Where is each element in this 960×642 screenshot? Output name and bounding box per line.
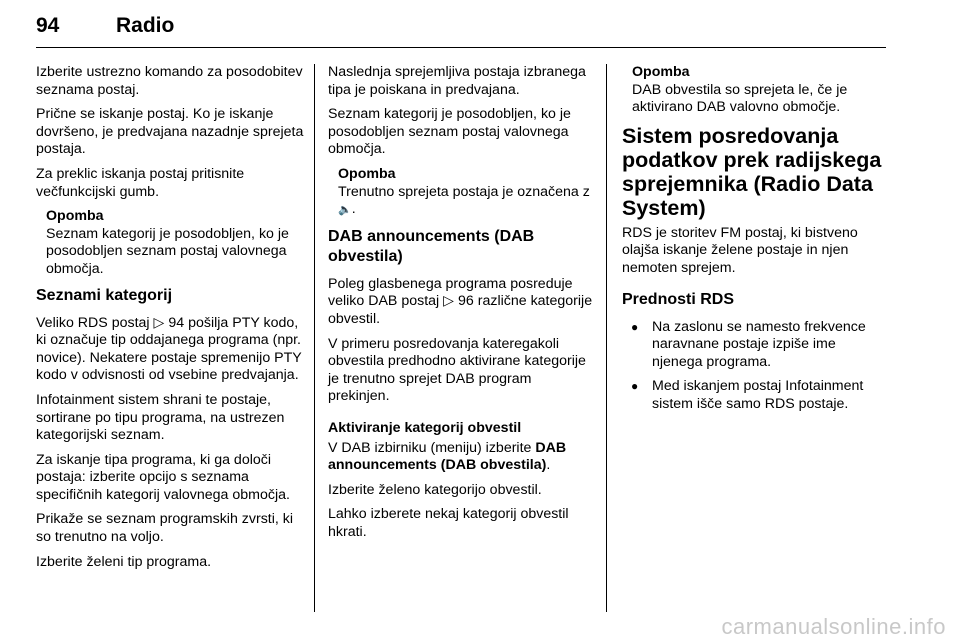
note-text: Trenutno sprejeta postaja je označena z 🔈.: [338, 183, 590, 218]
note-title: Opomba: [46, 208, 104, 225]
paragraph: V DAB izbirniku (meniju) izberite DAB announcements (DAB obvestila).: [328, 439, 567, 474]
paragraph: Prične se iskanje postaj. Ko je iskanje dovršeno, je predvajana nazadnje sprejeta postaja.: [36, 106, 304, 158]
menu-option-label: DAB announcements (DAB obvestila): [328, 439, 567, 474]
paragraph: Poleg glasbenega programa posreduje veliko DAB postaj ▷ 96 različne kategorije obvestil.: [328, 275, 593, 327]
paragraph: Izberite želeno kategorijo obvestil.: [328, 481, 542, 498]
section-heading: Seznami kategorij: [36, 286, 173, 304]
paragraph: Izberite ustrezno komando za posodobitev seznama postaj.: [36, 64, 303, 98]
page-ref-link[interactable]: 94: [168, 314, 185, 331]
paragraph: V primeru posredovanja kateregakoli obvestila predhodno aktivirane kategorije je trenutno sprejet DAB program prekinjen.: [328, 335, 586, 405]
header-rule: [36, 47, 886, 48]
chapter-title: Radio: [116, 14, 175, 37]
page-number: 94: [36, 14, 60, 37]
paragraph: Lahko izberete nekaj kategorij obvestil hkrati.: [328, 506, 569, 540]
paragraph: Infotainment sistem shrani te postaje, sortirane po tipu programa, na ustrezen kategorijski seznam.: [36, 391, 285, 444]
section-heading: Sistem posredovanja podatkov prek radijskega sprejemnika (Radio Data System): [622, 123, 882, 220]
watermark: carmanualsonline.info: [721, 614, 946, 639]
note-title: Opomba: [338, 165, 396, 182]
page-header: [36, 14, 886, 50]
note-box: [328, 166, 596, 220]
list-item: ● Na zaslonu se namesto frekvence naravnane postaje izpiše ime njenega programa.: [622, 319, 888, 372]
paragraph: Prikaže se seznam programskih zvrsti, ki so trenutno na voljo.: [36, 511, 294, 546]
paragraph: Za iskanje tipa programa, ki ga določi postaja: izberite opcijo s seznama specifičnih kategorij valovnega območja.: [36, 451, 290, 503]
sub-heading: Prednosti RDS: [622, 290, 735, 308]
paragraph: Naslednja sprejemljiva postaja izbranega tipa je poiskana in predvajana.: [328, 64, 586, 98]
sub-heading: Aktiviranje kategorij obvestil: [328, 419, 522, 436]
paragraph: Seznam kategorij je posodobljen, ko je posodobljen seznam postaj valovnega območja.: [328, 106, 571, 158]
list-item: ● Med iskanjem postaj Infotainment sistem išče samo RDS postaje.: [622, 378, 888, 413]
page-ref-link[interactable]: 96: [458, 293, 474, 310]
note-title: Opomba: [632, 64, 690, 80]
page-ref-arrow-icon: ▷: [443, 293, 455, 310]
note-text: DAB obvestila so sprejeta le, če je aktivirano DAB valovno območje.: [632, 81, 848, 116]
paragraph: Izberite želeni tip programa.: [36, 553, 212, 570]
section-heading: DAB announcements (DAB obvestila): [328, 227, 535, 265]
speaker-icon: 🔈: [338, 204, 352, 217]
column-divider-1: [314, 64, 315, 612]
column-1: [36, 64, 304, 578]
note-box: [36, 208, 304, 278]
column-3: [622, 64, 888, 421]
paragraph: RDS je storitev FM postaj, ki bistveno olajša iskanje želene postaje in njen nemoten sprejem.: [622, 224, 858, 276]
page-ref-arrow-icon: ▷: [153, 314, 165, 331]
note-box: [622, 64, 888, 117]
column-divider-2: [606, 64, 607, 612]
paragraph: Za preklic iskanja postaj pritisnite večfunkcijski gumb.: [36, 165, 245, 200]
bullet-list: [622, 319, 888, 414]
paragraph: Veliko RDS postaj ▷ 94 pošilja PTY kodo, ki označuje tip oddajanega programa (npr. novice). Nekatere postaje spremenijo PTY kodo v odvisnosti od vsebine predvajanja.: [36, 314, 302, 384]
note-text: Seznam kategorij je posodobljen, ko je posodobljen seznam postaj valovnega območja.: [46, 225, 289, 277]
column-2: [328, 64, 596, 548]
